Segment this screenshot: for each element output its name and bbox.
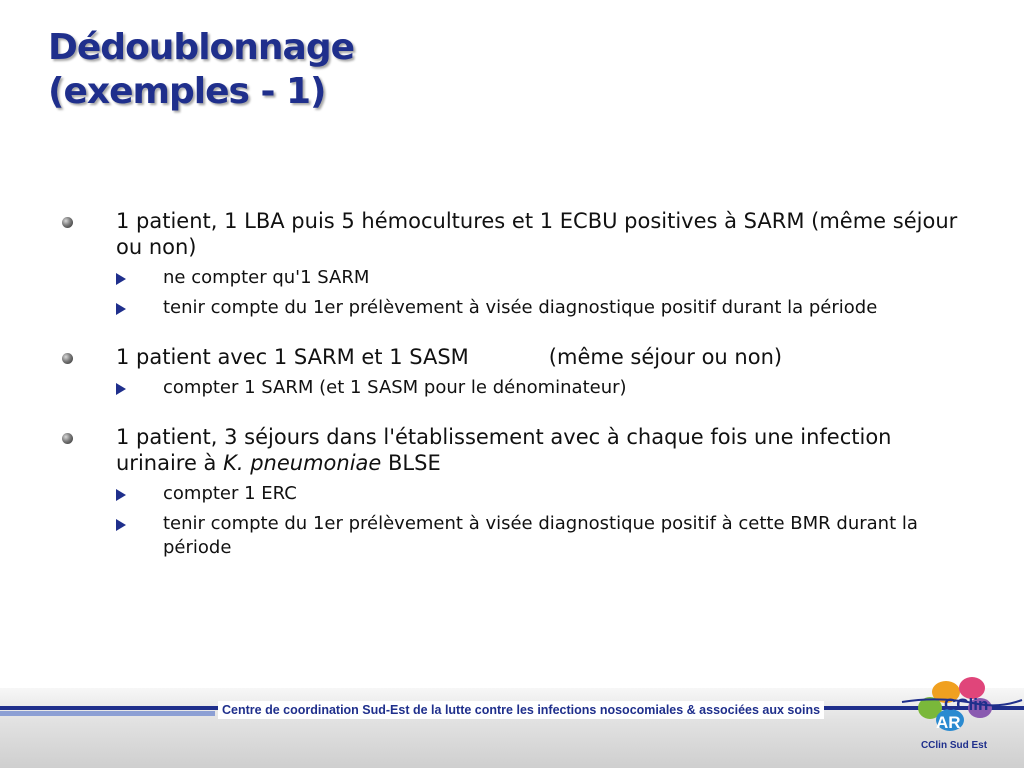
bullet-dot-icon (62, 353, 73, 364)
sub-bullet-item (60, 482, 970, 506)
footer-band (0, 688, 1024, 768)
triangle-bullet-icon (116, 303, 126, 315)
bullet-group-3 (60, 424, 970, 560)
title-line-2: (exemples - 1) (48, 71, 326, 112)
bullet-text-end: BLSE (381, 451, 441, 475)
slide-content (60, 208, 970, 584)
sub-bullet-text: ne compter qu'1 SARM (163, 267, 370, 288)
bullet-text-aside: (même séjour ou non) (548, 345, 783, 369)
triangle-bullet-icon (116, 273, 126, 285)
bullet-text: 1 patient, 3 séjours dans l'établissement avec à chaque fois une infection urinaire à (116, 425, 892, 475)
bullet-group-2 (60, 344, 970, 400)
footer-text: Centre de coordination Sud-Est de la lutte contre les infections nosocomiales & associées aux soins (218, 701, 824, 719)
bullet-item (60, 344, 970, 370)
triangle-bullet-icon (116, 489, 126, 501)
logo-caption: CClin Sud Est (920, 740, 988, 751)
sub-bullet-text: compter 1 SARM (et 1 SASM pour le dénominateur) (163, 377, 627, 398)
bullet-dot-icon (62, 433, 73, 444)
logo-mark-top: CClin (944, 695, 989, 714)
title-line-1: Dédoublonnage (48, 27, 355, 68)
slide-title (48, 26, 354, 114)
bullet-dot-icon (62, 217, 73, 228)
bullet-group-1 (60, 208, 970, 320)
sub-bullet-text: compter 1 ERC (163, 483, 297, 504)
triangle-bullet-icon (116, 519, 126, 531)
logo-mark-bottom: AR (936, 713, 961, 732)
sub-bullet-text: tenir compte du 1er prélèvement à visée diagnostique positif durant la période (163, 297, 878, 318)
footer-rule-accent (0, 711, 215, 716)
sub-bullet-text: tenir compte du 1er prélèvement à visée diagnostique positif à cette BMR durant la période (163, 513, 918, 558)
bullet-item (60, 424, 970, 476)
bullet-text: 1 patient, 1 LBA puis 5 hémocultures et 1 ECBU positives à SARM (même séjour ou non) (116, 209, 958, 259)
bullet-text-italic: K. pneumoniae (223, 451, 382, 475)
cclin-logo-icon (900, 668, 1024, 768)
sub-bullet-item (60, 296, 970, 320)
sub-bullet-item (60, 266, 970, 290)
bullet-text: 1 patient avec 1 SARM et 1 SASM (116, 345, 469, 369)
sub-bullet-item (60, 512, 970, 560)
triangle-bullet-icon (116, 383, 126, 395)
bullet-item (60, 208, 970, 260)
sub-bullet-item (60, 376, 970, 400)
